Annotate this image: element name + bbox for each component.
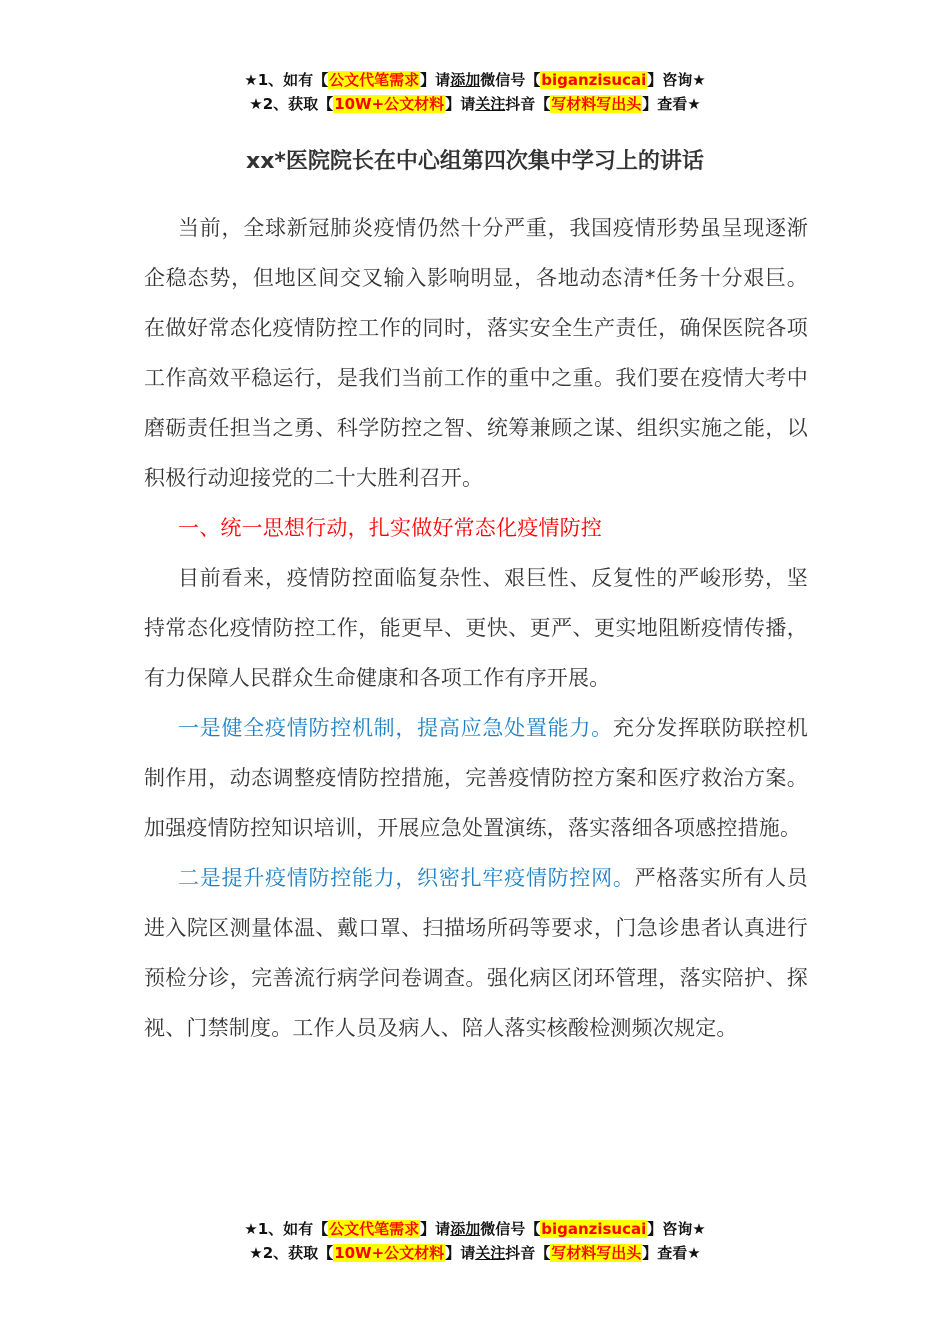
promo-highlight: biganzisucai [541,1220,647,1238]
point-paragraph-1 [144,703,808,853]
promo-line-1: ★1、如有【公文代笔需求】请添加微信号【biganzisucai】咨询★ [244,71,706,89]
point-lead: 二是提升疫情防控能力，织密扎牢疫情防控网。 [178,866,635,890]
point-lead: 一是健全疫情防控机制，提高应急处置能力。 [178,716,613,740]
promo-banner-top [0,68,950,116]
promo-highlight: 10W+公文材料 [334,95,445,113]
promo-highlight: 10W+公文材料 [334,1244,445,1262]
point-text: 充分发挥联防联控机制作用，动态调整疫情防控措施，完善疫情防控方案和医疗救治方案。加强疫情防控知识培训，开展应急处置演练，落实落细各项感控措施。 [144,716,808,840]
document-title: xx*医院院长在中心组第四次集中学习上的讲话 [246,149,704,174]
promo-banner-bottom [0,1217,950,1265]
promo-line-1: ★1、如有【公文代笔需求】请添加微信号【biganzisucai】咨询★ [244,1220,706,1238]
promo-line-2: ★2、获取【10W+公文材料】请关注抖音【写材料写出头】查看★ [249,1244,701,1262]
section-heading: 一、统一思想行动，扎实做好常态化疫情防控 [178,516,602,540]
intro-paragraph: 当前，全球新冠肺炎疫情仍然十分严重，我国疫情形势虽呈现逐渐企稳态势，但地区间交叉输入影响明显，各地动态清*任务十分艰巨。在做好常态化疫情防控工作的同时，落实安全生产责任，确保医院各项工作高效平稳运行，是我们当前工作的重中之重。我们要在疫情大考中磨砺责任担当之勇、科学防控之智、统筹兼顾之谋、组织实施之能，以积极行动迎接党的二十大胜利召开。 [144,216,808,490]
section-paragraph: 目前看来，疫情防控面临复杂性、艰巨性、反复性的严峻形势，坚持常态化疫情防控工作，能更早、更快、更严、更实地阻断疫情传播，有力保障人民群众生命健康和各项工作有序开展。 [144,566,808,690]
promo-highlight: biganzisucai [541,71,647,89]
promo-highlight: 公文代笔需求 [329,71,420,89]
promo-highlight: 公文代笔需求 [329,1220,420,1238]
promo-highlight: 写材料写出头 [551,95,642,113]
promo-line-2: ★2、获取【10W+公文材料】请关注抖音【写材料写出头】查看★ [249,95,701,113]
point-paragraph-2 [144,853,808,1053]
promo-highlight: 写材料写出头 [551,1244,642,1262]
point-text: 严格落实所有人员进入院区测量体温、戴口罩、扫描场所码等要求，门急诊患者认真进行预检分诊，完善流行病学问卷调查。强化病区闭环管理，落实陪护、探视、门禁制度。工作人员及病人、陪人落实核酸检测频次规定。 [144,866,808,1040]
document-body [144,203,808,1053]
